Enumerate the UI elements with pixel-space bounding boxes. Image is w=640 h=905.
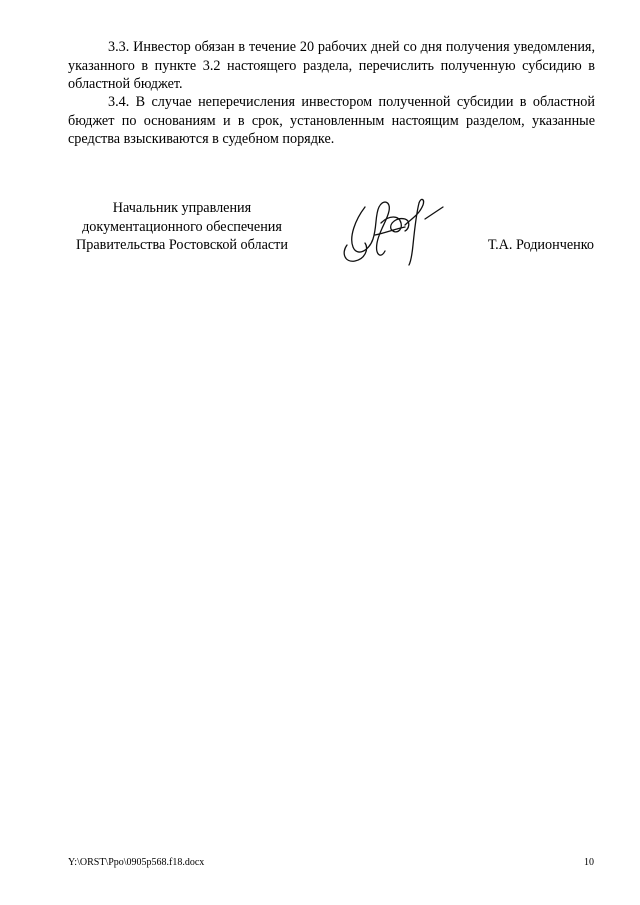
position-line-2: документационного обеспечения <box>82 218 282 235</box>
footer-file-path: Y:\ORST\Ppo\0905p568.f18.docx <box>68 857 205 868</box>
signer-name: Т.А. Родионченко <box>487 237 594 253</box>
footer-page-number: 10 <box>584 857 594 868</box>
paragraph-3-4: 3.4. В случае неперечисления инвестором полученной субсидии в областной бюджет по основаниям и в срок, установленным настоящим разделом, указанные средства взыскиваются в судебном порядке. <box>68 94 595 148</box>
position-line-1: Начальник управления <box>112 200 252 216</box>
handwritten-signature <box>335 185 450 270</box>
signatory-position <box>62 199 302 255</box>
paragraph-3-3: 3.3. Инвестор обязан в течение 20 рабочих дней со дня получения уведомления, указанного в пункте 3.2 настоящего раздела, перечислить полученную субсидию в областной бюджет. <box>68 39 595 93</box>
position-line-3: Правительства Ростовской области <box>76 237 288 254</box>
